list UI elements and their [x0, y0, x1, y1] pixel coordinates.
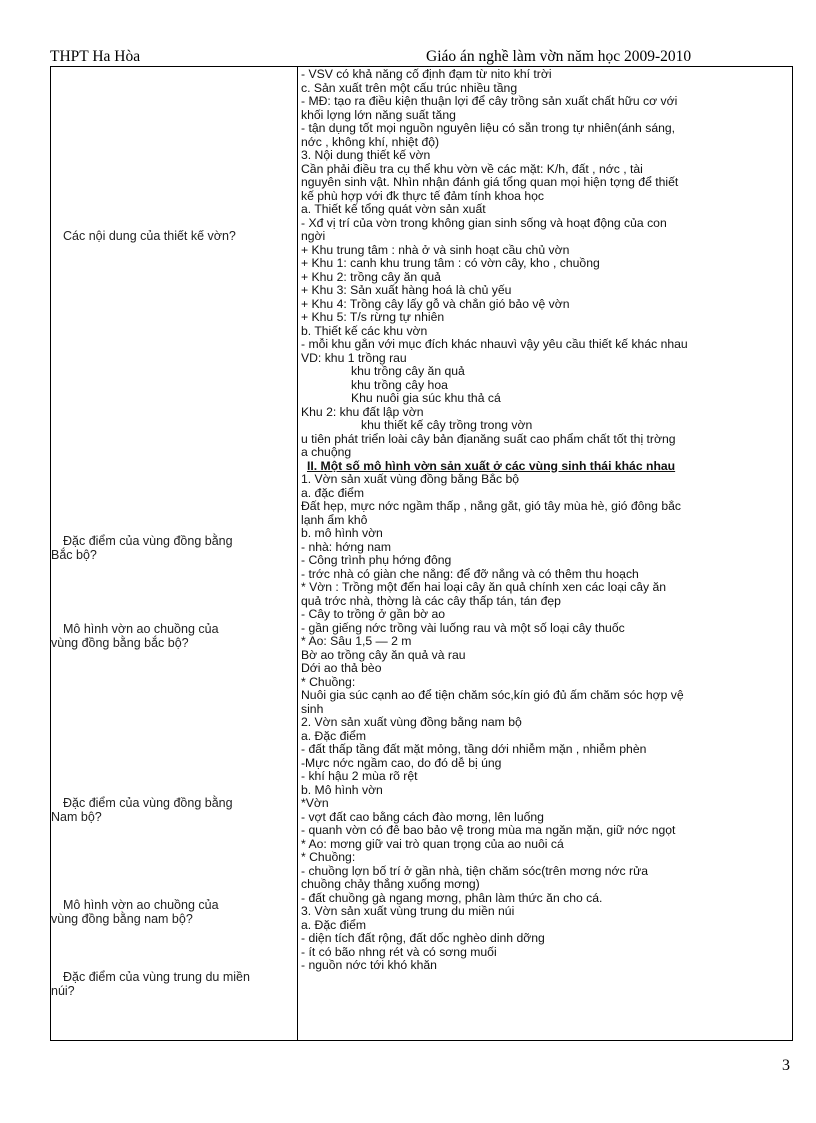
content-line: - khí hậu 2 mùa rõ rệt	[301, 770, 418, 783]
section-heading: II. Một số mô hình vờn sản xuất ở các vùng sinh thái khác nhau	[307, 459, 676, 473]
content-line: - MĐ: tạo ra điều kiện thuận lợi để cây trồng sản xuất chất hữu cơ với	[301, 95, 678, 108]
content-line: *Vờn	[301, 797, 329, 810]
content-line: + Khu 3: Sản xuất hàng hoá là chủ yếu	[301, 284, 512, 297]
content-line: a. Đặc điểm	[301, 918, 367, 932]
question-line: vùng đồng bằng bắc bộ?	[51, 636, 189, 650]
question-midland-features	[51, 970, 291, 998]
question-line: Các nội dung của thiết kế vờn?	[63, 229, 236, 243]
question-line: Đặc điểm của vùng đồng bằng	[63, 534, 233, 548]
content-line: nguyên sinh vật. Nhìn nhận đánh giá tổng quan mọi hiện tợng để thiết	[301, 176, 679, 189]
content-line: * Chuồng:	[301, 851, 356, 864]
content-line: Cần phải điều tra cụ thể khu vờn về các mặt: K/h, đất , nớc , tài	[301, 162, 643, 176]
content-line: Khu nuôi gia súc khu thả cá	[351, 392, 501, 405]
content-line: b. mô hình vờn	[301, 527, 383, 540]
content-line: a. Đặc điểm	[301, 729, 367, 743]
content-line: Dới ao thả bèo	[301, 662, 382, 675]
page-header	[50, 48, 794, 66]
content-line: chuồng chảy thẳng xuống mơng)	[301, 878, 480, 891]
content-line: - Cây to trồng ở gần bờ ao	[301, 608, 446, 621]
question-northern-delta-features	[51, 534, 291, 562]
content-line: b. Mô hình vờn	[301, 783, 383, 797]
question-line: Mô hình vờn ao chuồng của	[63, 622, 219, 636]
content-line: ngời	[301, 230, 326, 243]
content-line: lạnh ẩm khô	[301, 513, 368, 527]
content-line: Nuôi gia súc cạnh ao để tiện chăm sóc,kín gió đủ ấm chăm sóc hợp vệ	[301, 689, 684, 702]
content-line: Bờ ao trồng cây ăn quả và rau	[301, 648, 466, 662]
content-line: * Vờn : Trồng một đến hai loại cây ăn quả chính xen các loại cây ăn	[301, 581, 667, 594]
content-line: - chuồng lợn bố trí ở gần nhà, tiện chăm sóc(trên mơng nớc rửa	[301, 864, 649, 878]
content-line: -Mực nớc ngầm cao, do đó dễ bị úng	[301, 756, 502, 770]
content-line: - VSV có khả năng cố định đạm từ nito khí trời	[301, 68, 552, 81]
content-line: + Khu 2: trồng cây ăn quả	[301, 270, 441, 284]
content-line: - Công trình phụ hớng đông	[301, 554, 452, 567]
content-line: a. Thiết kế tổng quát vờn sản xuất	[301, 203, 486, 216]
question-line: Đặc điểm của vùng đồng bằng	[63, 796, 233, 810]
content-line: a chuộng	[301, 446, 352, 459]
content-line: - ít có bão nhng rét và có sơng muối	[301, 945, 497, 959]
content-line: - trớc nhà có giàn che nắng: để đỡ nắng và có thêm thu hoạch	[301, 567, 639, 581]
content-line: - mỗi khu gắn với mục đích khác nhauvì vậy yêu cầu thiết kế khác nhau	[301, 338, 688, 351]
question-line: vùng đồng bằng nam bộ?	[51, 912, 193, 926]
content-line: b. Thiết kế các khu vờn	[301, 324, 428, 338]
content-line: sinh	[301, 702, 324, 716]
content-line: 1. Vờn sản xuất vùng đồng bằng Bắc bộ	[301, 473, 520, 486]
content-line: 2. Vờn sản xuất vùng đồng bằng nam bộ	[301, 716, 522, 729]
content-line: + Khu 1: canh khu trung tâm : có vờn cây, kho , chuồng	[301, 257, 600, 270]
content-line: + Khu 4: Trồng cây lấy gỗ và chắn gió bảo vệ vờn	[301, 297, 570, 311]
content-line: * Ao: mơng giữ vai trò quan trọng của ao nuôi cá	[301, 837, 564, 851]
content-line: - đất thấp tầng đất mặt mỏng, tầng dới nhiễm mặn , nhiễm phèn	[301, 743, 647, 756]
content-line: khu thiết kế cây trồng trong vờn	[361, 419, 533, 432]
content-line: khu trồng cây hoa	[351, 378, 448, 392]
question-northern-delta-model	[51, 622, 291, 650]
content-line: + Khu trung tâm : nhà ở và sinh hoạt cầu chủ vờn	[301, 243, 570, 257]
content-line: 3. Vờn sản xuất vùng trung du miền núi	[301, 905, 515, 918]
content-line: VD: khu 1 trồng rau	[301, 351, 407, 365]
school-name: THPT Ha Hòa	[50, 48, 141, 65]
content-line: - tận dụng tốt mọi nguồn nguyên liệu có sẵn trong tự nhiên(ánh sáng,	[301, 122, 676, 135]
content-line: - quanh vờn có đê bao bảo vệ trong mùa ma ngăn mặn, giữ nớc ngọt	[301, 824, 676, 837]
content-line: c. Sản xuất trên một cấu trúc nhiều tầng	[301, 81, 518, 95]
content-line: + Khu 5: T/s rừng tự nhiên	[301, 311, 445, 324]
content-line: kế phù hợp với đk thực tế đảm tính khoa học	[301, 189, 544, 203]
content-line: - gần giếng nớc trồng vài luống rau và một số loại cây thuốc	[301, 621, 625, 635]
content-line: u tiên phát triển loài cây bản địanăng suất cao phẩm chất tốt thị trờng	[301, 432, 676, 446]
content-line: - nhà: hớng nam	[301, 540, 391, 554]
content-line: a. đặc điểm	[301, 486, 365, 500]
question-design-contents	[51, 229, 291, 243]
document-title: Giáo án nghề làm vờn năm học 2009-2010	[426, 48, 692, 65]
content-line: quả trớc nhà, thờng là các cây thấp tán, tán đẹp	[301, 594, 561, 608]
lesson-content	[301, 68, 793, 973]
lesson-table	[50, 66, 793, 1041]
content-line: khu trồng cây ăn quả	[351, 365, 465, 378]
content-line: Khu 2: khu đất lập vờn	[301, 405, 424, 419]
content-line: - vợt đất cao bằng cách đào mơng, lên luống	[301, 810, 544, 824]
question-line: Bắc bộ?	[51, 548, 97, 562]
question-line: Đặc điểm của vùng trung du miền	[63, 970, 250, 984]
content-line: - diện tích đất rộng, đất dốc nghèo dinh dỡng	[301, 932, 545, 945]
page-number: 3	[782, 1057, 790, 1074]
content-line: Đất hẹp, mực nớc ngầm thấp , nắng gắt, gió tây mùa hè, gió đông bắc	[301, 500, 681, 513]
content-line: - nguồn nớc tới khó khăn	[301, 959, 437, 972]
question-southern-delta-features	[51, 796, 291, 824]
content-line: - Xđ vị trí của vờn trong không gian sinh sống và hoạt động của con	[301, 216, 667, 230]
content-line: * Ao: Sâu 1,5 — 2 m	[301, 635, 412, 648]
content-line: 3. Nội dung thiết kế vờn	[301, 149, 431, 162]
question-line: núi?	[51, 984, 75, 998]
content-line: khối lợng lớn năng suất tăng	[301, 108, 456, 122]
question-line: Nam bộ?	[51, 810, 102, 824]
question-southern-delta-model	[51, 898, 291, 926]
content-line: nớc , không khí, nhiệt độ)	[301, 135, 440, 149]
content-line: * Chuồng:	[301, 675, 356, 689]
content-line: - đất chuồng gà ngang mơng, phân làm thức ăn cho cá.	[301, 891, 603, 905]
question-line: Mô hình vờn ao chuồng của	[63, 898, 219, 912]
column-divider	[297, 67, 298, 1040]
